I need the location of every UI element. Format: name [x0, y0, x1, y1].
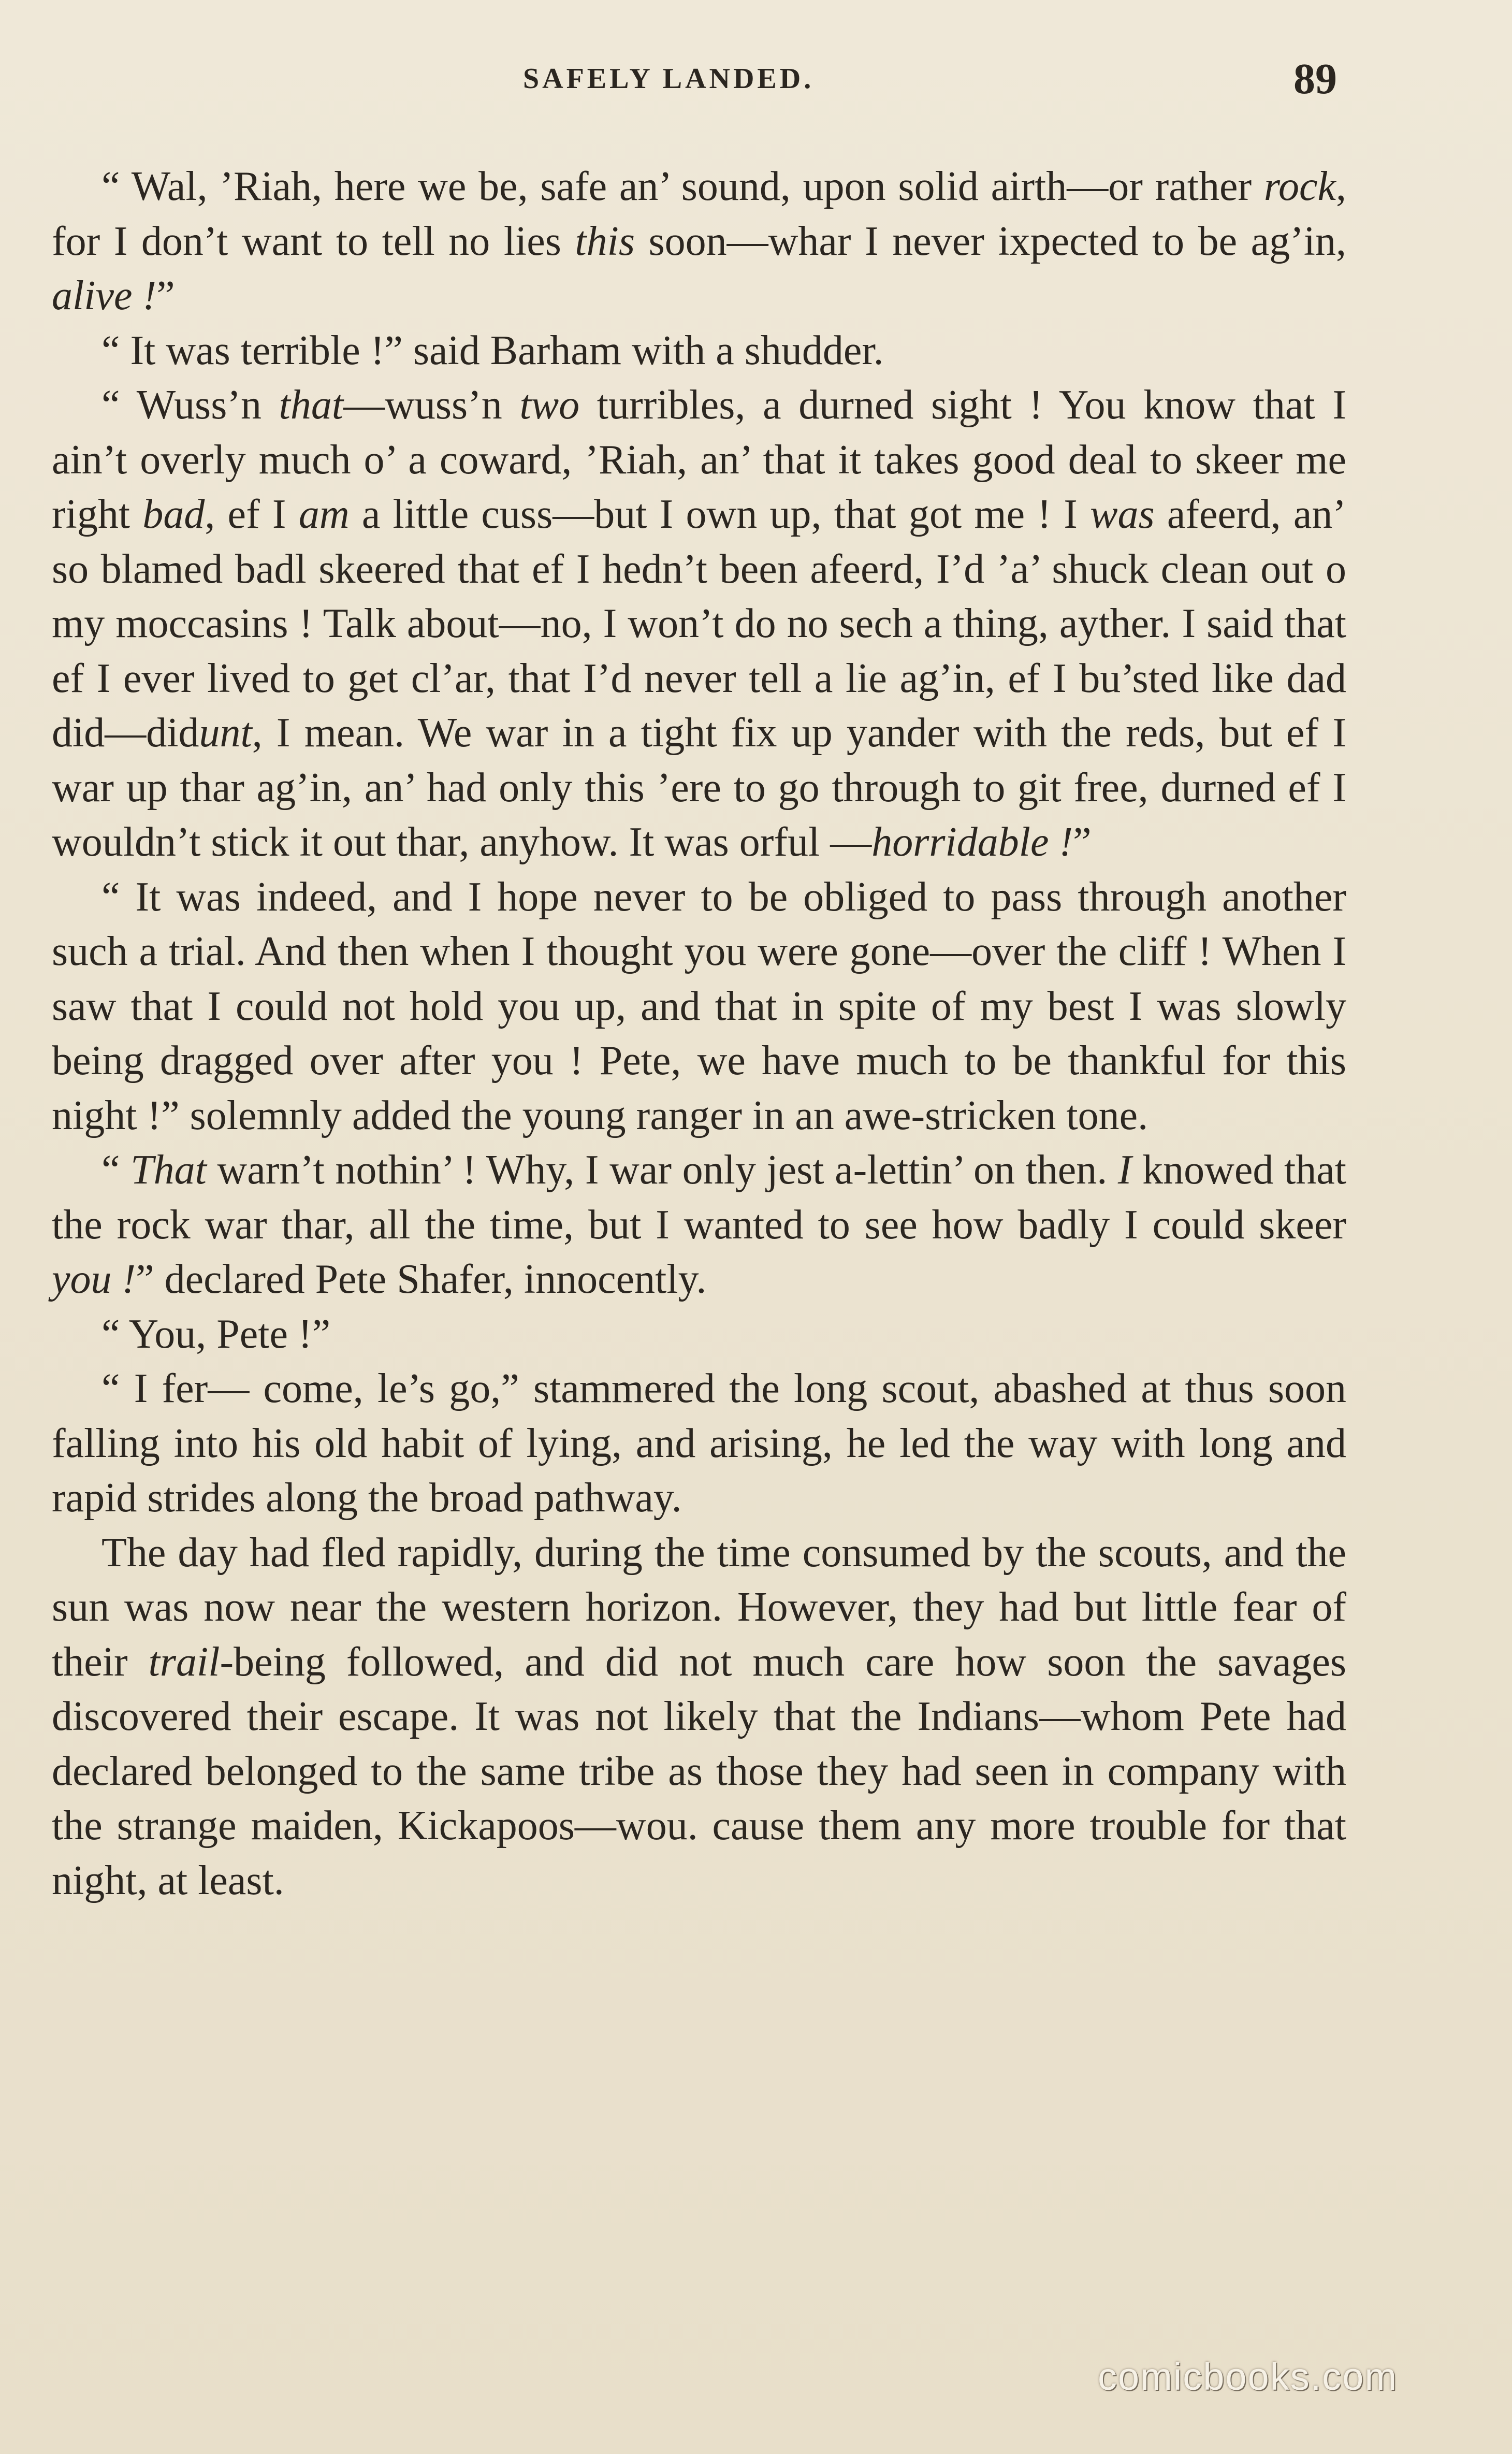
- italic-text: was: [1090, 492, 1155, 537]
- italic-text: bad: [142, 492, 205, 537]
- paragraph: [52, 160, 1346, 324]
- paragraph: [52, 324, 1346, 379]
- text-run: “ I fer— come, le’s go,” stammered the long scout, abashed at thus soon falling into his old habit of lying, and arising, he led the way with long and rapid strides along the broad pathway.: [52, 1366, 1346, 1521]
- italic-text: I: [1117, 1147, 1132, 1193]
- paragraph: [52, 378, 1346, 870]
- text-run: “ You, Pete !”: [101, 1311, 331, 1357]
- text-run: a little cuss—but I own up, that got me ! I: [349, 492, 1091, 537]
- italic-text: alive !: [52, 273, 157, 319]
- italic-text: that: [279, 382, 344, 428]
- text-run: “: [101, 1147, 131, 1193]
- text-run: “ Wuss’n: [101, 382, 279, 428]
- italic-text: rock: [1263, 164, 1336, 209]
- italic-text: That: [130, 1147, 207, 1193]
- text-run: turribles, a durned sight ! You know that I ain’t overly much o’ a coward, ’Riah, an’ that it takes good deal to skeer me right: [52, 382, 1346, 537]
- text-run: “ It was terrible !” said Barham with a shudder.: [101, 327, 884, 373]
- body-text: [52, 160, 1346, 1908]
- text-run: warn’t nothin’ ! Why, I war only jest a-lettin’ on then.: [206, 1147, 1118, 1193]
- italic-text: trail: [148, 1639, 220, 1685]
- paragraph: [52, 1307, 1346, 1362]
- text-run: , ef I: [205, 492, 299, 537]
- italic-text: unt: [199, 710, 252, 756]
- text-run: “ It was indeed, and I hope never to be obliged to pass through another such a trial. And then when I thought you were gone—over the cliff ! When I saw that I could not hold you up, and that in spite of my best I was slowly being dragged over after you ! Pete, we have much to be thankful for this night !” solemnly added the young ranger in an awe-stricken tone.: [52, 874, 1346, 1138]
- paragraph: [52, 1526, 1346, 1909]
- text-run: ”: [1073, 819, 1092, 865]
- text-run: —wuss’n: [343, 382, 520, 428]
- italic-text: you !: [52, 1257, 136, 1302]
- italic-text: two: [519, 382, 580, 428]
- text-run: afeerd, an’ so blamed badl skeered that ef I hedn’t been afeerd, I’d ’a’ shuck clean out o my moccasins ! Talk about—no, I won’t do no sech a thing, ayther. I said that ef I ever lived to get cl’ar, that I’d never tell a lie ag’in, ef I bu’sted like dad did—did: [52, 492, 1347, 756]
- running-title: SAFELY LANDED.: [523, 63, 815, 95]
- text-run: “ Wal, ’Riah, here we be, safe an’ sound, upon solid airth—or rather: [101, 164, 1264, 209]
- page-number: 89: [1293, 55, 1337, 103]
- paragraph: [52, 1362, 1346, 1526]
- text-run: , for I don’t want to tell no lies: [52, 164, 1346, 264]
- text-run: knowed that the rock war thar, all the time, but I wanted to see how badly I could skeer: [52, 1147, 1346, 1248]
- text-run: , I mean. We war in a tight fix up yander with the reds, but ef I war up thar ag’in, an’ had only this ’ere to go through to git free, durned ef I wouldn’t stick it out thar, anyhow. It was orful —: [52, 710, 1346, 865]
- italic-text: am: [298, 492, 350, 537]
- paragraph: [52, 870, 1346, 1144]
- italic-text: horridable !: [871, 819, 1073, 865]
- text-run: -being followed, and did not much care how soon the savages discovered their escape. It was not likely that the Indians—whom Pete had declared belonged to the same tribe as those they had seen in company with the strange maiden, Kickapoos—wou. cause them any more trouble for that night, at least.: [52, 1639, 1346, 1903]
- paragraph: [52, 1143, 1346, 1307]
- text-run: ”: [156, 273, 175, 319]
- italic-text: this: [575, 218, 635, 264]
- text-run: The day had fled rapidly, during the time consumed by the scouts, and the sun was now near the western horizon. However, they had but little fear of their: [52, 1529, 1346, 1685]
- text-run: soon—whar I never ixpected to be ag’in,: [635, 218, 1347, 264]
- text-run: ” declared Pete Shafer, innocently.: [136, 1257, 707, 1302]
- watermark: comicbooks.com: [1098, 2355, 1398, 2398]
